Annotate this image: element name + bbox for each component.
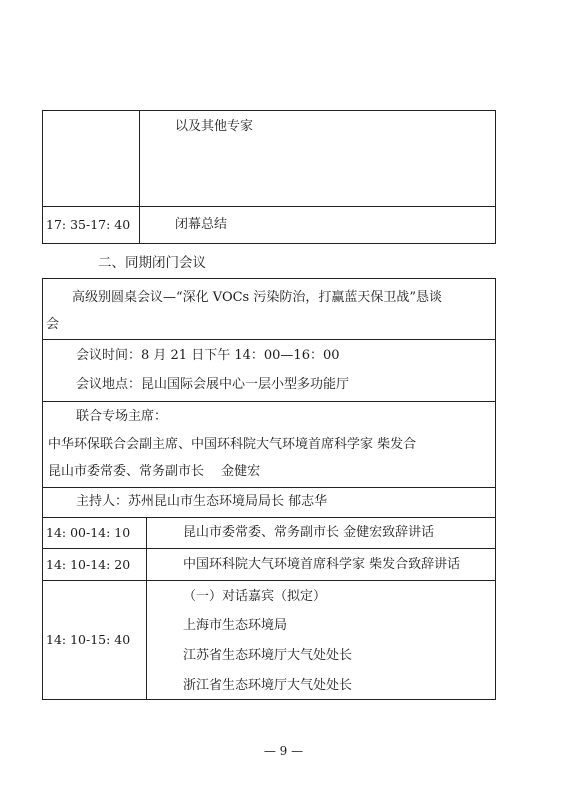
row-line-schedule1 (42, 548, 496, 549)
schedule-time-2: 14: 10-14: 20 (46, 557, 131, 572)
schedule-content-1: 昆山市委常委、常务副市长 金健宏致辞讲话 (183, 525, 435, 540)
meeting-venue: 会议地点：昆山国际会展中心一层小型多功能厅 (76, 377, 350, 392)
closing-table-row-line (42, 206, 496, 207)
guest-shanghai: 上海市生态环境局 (183, 618, 288, 633)
row-line-host (42, 517, 496, 518)
row-line-title (42, 339, 496, 340)
page-number: — 9 — (263, 744, 304, 758)
closing-table-divider (139, 110, 140, 244)
meeting-title-line1: 高级别圆桌会议—“深化 VOCs 污染防治，打赢蓝天保卫战”恳谈 (72, 290, 442, 305)
dialogue-time: 14: 10-15: 40 (46, 632, 131, 647)
chairs-heading: 联合专场主席： (76, 409, 168, 424)
row-line-schedule2 (42, 580, 496, 581)
closing-summary-cell: 闭幕总结 (175, 217, 228, 232)
closing-time-cell: 17: 35-17: 40 (46, 217, 131, 232)
schedule-divider (146, 517, 147, 700)
schedule-content-2: 中国环科院大气环境首席科学家 柴发合致辞讲话 (183, 557, 461, 572)
guest-jiangsu: 江苏省生态环境厅大气处处长 (183, 648, 353, 663)
row-line-timeplace (42, 401, 496, 402)
host-line: 主持人：苏州昆山市生态环境局局长 郁志华 (76, 494, 328, 509)
meeting-title-line2: 会 (46, 317, 60, 332)
guest-zhejiang: 浙江省生态环境厅大气处处长 (183, 678, 353, 693)
chair-chai-fahe: 中华环保联合会副主席、中国环科院大气环境首席科学家 柴发合 (48, 437, 417, 452)
dialogue-heading: （一）对话嘉宾（拟定） (183, 589, 327, 604)
expert-cell: 以及其他专家 (175, 119, 254, 134)
section-title: 二、同期闭门会议 (98, 255, 206, 271)
chair-jin-jianhong: 昆山市委常委、常务副市长 金健宏 (48, 464, 261, 479)
schedule-time-1: 14: 00-14: 10 (46, 525, 131, 540)
meeting-time: 会议时间：8 月 21 日下午 14：00—16：00 (76, 348, 340, 363)
row-line-chairs (42, 487, 496, 488)
